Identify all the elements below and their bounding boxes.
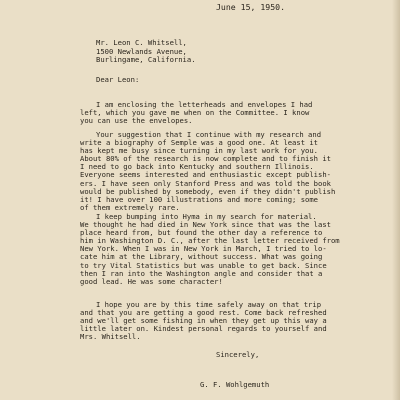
paragraph-line: then I ran into the Washington angle and consider that a xyxy=(80,268,323,278)
paragraph-line: I hope you are by this time safely away on that trip xyxy=(96,300,322,309)
paragraph-line: and that you are getting a good rest. Come back refreshed xyxy=(80,308,327,318)
paragraph-line: and we'll get some fishing in when they get up this way a xyxy=(80,316,327,326)
signer-name: G. F. Wohlgemuth xyxy=(200,380,270,389)
paragraph-line: ers. I have seen only Stanford Press and was told the book xyxy=(80,178,331,188)
paragraph-line: left, which you gave me when on the Committee. I know xyxy=(80,108,310,118)
paragraph-line: cate him at the Library, without success. What was going xyxy=(80,252,323,262)
paragraph-line: Your suggestion that I continue with my research and xyxy=(96,130,322,139)
recipient-line: Burlingame, California. xyxy=(96,55,196,65)
body-paragraph-trip xyxy=(80,301,380,341)
salutation: Dear Leon: xyxy=(96,75,140,84)
paragraph-line: you can use the envelopes. xyxy=(80,116,193,126)
paragraph-line: write a biography of Semple was a good one. At least it xyxy=(80,138,318,148)
paragraph-line: of them extremely rare. xyxy=(80,202,180,212)
paragraph-line: I am enclosing the letterheads and envelopes I had xyxy=(96,100,313,109)
body-paragraph-research xyxy=(80,131,380,212)
paragraph-line: little later on. Kindest personal regards to yourself and xyxy=(80,324,327,334)
paragraph-line: has kept me busy since turning in my last work for you. xyxy=(80,146,318,156)
letter-date: June 15, 1950. xyxy=(216,2,286,12)
paragraph-line: him in Washington D. C., after the last letter received from xyxy=(80,236,340,246)
page-edge-shadow xyxy=(392,0,400,400)
recipient-line: Mr. Leon C. Whitsell, xyxy=(96,38,187,47)
complimentary-close: Sincerely, xyxy=(216,350,260,359)
recipient-address xyxy=(96,39,196,65)
paragraph-line: About 80% of the research is now complete and to finish it xyxy=(80,154,331,164)
paragraph-line: Mrs. Whitsell. xyxy=(80,332,141,342)
paragraph-line: good lead. He was some character! xyxy=(80,276,223,286)
body-paragraph-enclosures xyxy=(80,101,380,125)
paragraph-line: to try Vital Statistics but was unable to get back. Since xyxy=(80,260,327,270)
paragraph-line: We thought he had died in New York since that was the last xyxy=(80,220,331,230)
paragraph-line: I keep bumping into Hyma in my search for material. xyxy=(96,212,317,221)
paragraph-line: Everyone seems interested and enthusiastic except publish- xyxy=(80,170,331,180)
paragraph-line: New York. When I was in New York in March, I tried to lo- xyxy=(80,244,327,254)
paragraph-line: place heard from, but found the other day a reference to xyxy=(80,228,323,238)
body-paragraph-hyma xyxy=(80,213,380,286)
paragraph-line: it! I have over 100 illustrations and more coming; some xyxy=(80,194,318,204)
paragraph-line: I need to go back into Kentucky and southern Illinois. xyxy=(80,162,314,172)
recipient-line: 1500 Newlands Avenue, xyxy=(96,46,187,56)
paragraph-line: would be published by somebody, even if they didn't publish xyxy=(80,186,336,196)
